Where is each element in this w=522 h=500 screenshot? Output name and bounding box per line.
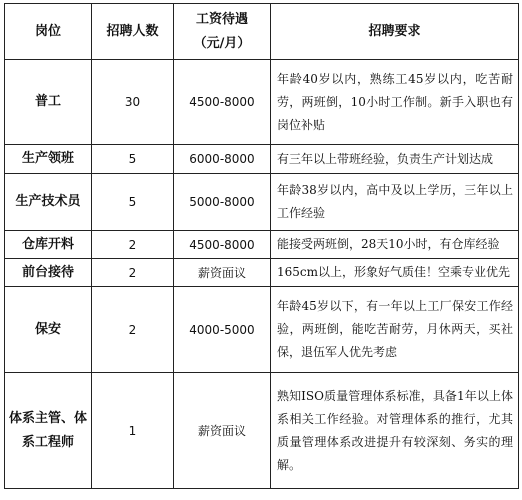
cell-requirements: 有三年以上带班经验，负责生产计划达成 — [271, 145, 519, 174]
cell-requirements: 年龄38岁以内，高中及以上学历，三年以上工作经验 — [271, 174, 519, 231]
cell-position: 生产技术员 — [5, 174, 92, 231]
table-row — [5, 259, 519, 287]
cell-salary: 4500-8000 — [174, 60, 271, 145]
table-header-row — [5, 4, 519, 60]
cell-count: 2 — [92, 231, 174, 259]
cell-requirements: 能接受两班倒，28天10小时，有仓库经验 — [271, 231, 519, 259]
cell-salary: 5000-8000 — [174, 174, 271, 231]
cell-requirements: 年龄45岁以下，有一年以上工厂保安工作经验，两班倒，能吃苦耐劳，月休两天，买社保，退伍军人优先考虑 — [271, 287, 519, 373]
cell-count: 5 — [92, 174, 174, 231]
cell-count: 5 — [92, 145, 174, 174]
header-salary-line1: 工资待遇 — [195, 11, 248, 27]
cell-position: 生产领班 — [5, 145, 92, 174]
table-row — [5, 145, 519, 174]
cell-position: 体系主管、体系工程师 — [5, 373, 92, 489]
cell-count: 1 — [92, 373, 174, 489]
table-row — [5, 231, 519, 259]
header-position: 岗位 — [5, 4, 92, 60]
table-row — [5, 60, 519, 145]
cell-salary: 6000-8000 — [174, 145, 271, 174]
table-row — [5, 174, 519, 231]
cell-position: 普工 — [5, 60, 92, 145]
cell-salary: 薪资面议 — [174, 259, 271, 287]
header-salary-line2: （元/月） — [193, 35, 251, 51]
cell-requirements: 年龄40岁以内，熟练工45岁以内，吃苦耐劳，两班倒，10小时工作制。新手入职也有岗位补贴 — [271, 60, 519, 145]
cell-count: 30 — [92, 60, 174, 145]
cell-position: 前台接待 — [5, 259, 92, 287]
cell-salary: 4500-8000 — [174, 231, 271, 259]
cell-position: 保安 — [5, 287, 92, 373]
cell-count: 2 — [92, 287, 174, 373]
cell-requirements: 165cm以上，形象好气质佳！空乘专业优先 — [271, 259, 519, 287]
cell-salary: 4000-5000 — [174, 287, 271, 373]
cell-position: 仓库开料 — [5, 231, 92, 259]
cell-count: 2 — [92, 259, 174, 287]
table-row — [5, 287, 519, 373]
recruitment-table — [4, 3, 519, 489]
cell-salary: 薪资面议 — [174, 373, 271, 489]
header-requirements: 招聘要求 — [271, 4, 519, 60]
table-row — [5, 373, 519, 489]
header-salary — [174, 4, 271, 60]
header-count: 招聘人数 — [92, 4, 174, 60]
cell-requirements: 熟知ISO质量管理体系标准，具备1年以上体系相关工作经验。对管理体系的推行，尤其质量管理体系改进提升有较深刻、务实的理解。 — [271, 373, 519, 489]
